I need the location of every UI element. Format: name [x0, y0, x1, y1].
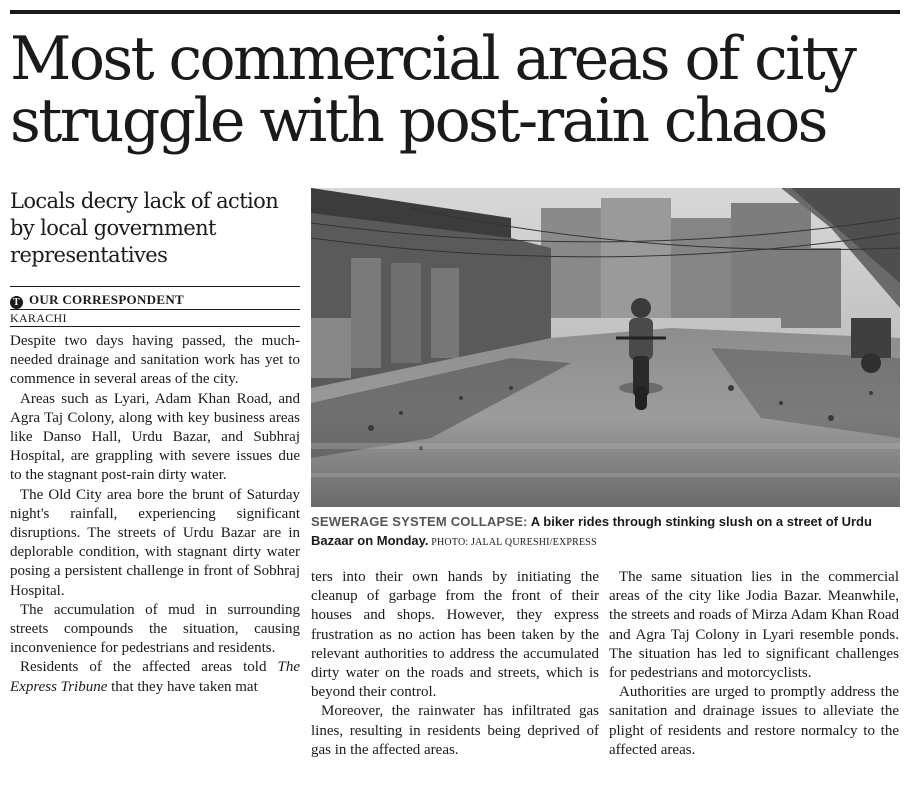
byline-author: OUR CORRESPONDENT: [29, 292, 184, 307]
body-paragraph: The Old City area bore the brunt of Saturday night's rainfall, experiencing significant disruptions. The streets of Urdu Bazar are in deplorable condition, with stagnant dirty water posing a persistent challenge in front of Sobhraj Hospital.: [10, 486, 300, 599]
caption-kicker: SEWERAGE SYSTEM COLLAPSE:: [311, 514, 528, 529]
body-paragraph: The same situation lies in the commercial areas of the city like Jodia Bazar. Meanwhile, the streets and roads of Mirza Adam Khan Road and Agra Taj Colony in Lyari resemble ponds. The situation has led to significant challenges for pedestrians and motorcyclists.: [609, 569, 899, 682]
headline-line-1: Most commercial areas of city: [10, 24, 855, 94]
body-column-1: [10, 332, 300, 697]
news-photo: [311, 188, 900, 507]
body-paragraph: ters into their own hands by initiating the cleanup of garbage from the front of their houses and shops. However, they express frustration as no action has been taken by the relevant authorities to address the accumulated dirty water on the roads and streets, which is beyond their control.: [311, 569, 599, 701]
body-paragraph: [10, 658, 300, 696]
headline-line-2: struggle with post-rain chaos: [10, 86, 826, 156]
photo-caption: [311, 512, 903, 552]
byline-top-rule: [10, 286, 300, 287]
body-paragraph: Despite two days having passed, the much-needed drainage and sanitation work has yet to commence in several areas of the city.: [10, 333, 300, 388]
dateline-rule: [10, 326, 300, 327]
body-paragraph: Areas such as Lyari, Adam Khan Road, and Agra Taj Colony, along with key business areas like Danso Hall, Urdu Bazar, and Subhraj Hospital, are grappling with severe issues due to the stagnant post-rain dirty water.: [10, 390, 300, 484]
tribune-logo-icon: T: [10, 296, 23, 309]
subheadline: Locals decry lack of action by local government representatives: [10, 189, 279, 267]
byline-bottom-rule: [10, 309, 300, 310]
body-paragraph: Moreover, the rainwater has infiltrated gas lines, resulting in residents being deprived of gas in the affected areas.: [311, 703, 599, 758]
headline: [10, 24, 900, 156]
body-paragraph: The accumulation of mud in surrounding streets compounds the situation, causing inconvenience for pedestrians and residents.: [10, 601, 300, 657]
caption-text: A biker rides through stinking slush on a street of Urdu Bazaar on Monday.: [311, 514, 872, 548]
byline: [10, 291, 300, 309]
body-text: Residents of the affected areas told: [20, 659, 278, 676]
newspaper-name: The Express Tribune: [10, 659, 300, 695]
body-column-3: [609, 568, 899, 760]
dateline: KARACHI: [10, 311, 67, 325]
body-text: that they have taken mat: [107, 678, 258, 695]
photo-credit: PHOTO: JALAL QURESHI/EXPRESS: [428, 537, 597, 548]
body-column-2: [311, 568, 599, 760]
body-paragraph: Authorities are urged to promptly address the sanitation and drainage issues to alleviate the plight of residents and restore normalcy to the affected areas.: [609, 684, 899, 758]
flooded-street-photo: [311, 188, 900, 507]
top-rule: [10, 10, 900, 14]
